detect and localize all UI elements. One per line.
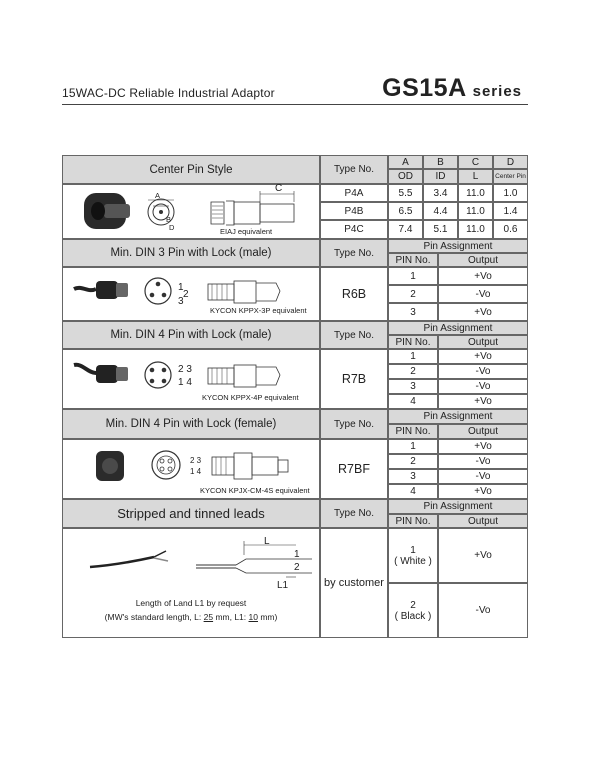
- header-rule: [62, 104, 528, 105]
- din4f-out-3: -Vo: [438, 469, 528, 484]
- section-title-din3: Min. DIN 3 Pin with Lock (male): [62, 239, 320, 267]
- din3-assign-header: Pin Assignment: [388, 239, 528, 253]
- type-p4a: P4A: [320, 184, 388, 202]
- din4m-caption: KYCON KPPX-4P equivalent: [202, 393, 299, 402]
- col-name-center-pin: Center Pin: [493, 169, 528, 184]
- din4f-caption: KYCON KPJX-CM-4S equivalent: [200, 486, 310, 495]
- leads-type-header: Type No.: [320, 499, 388, 528]
- din4f-pin-header: PIN No.: [388, 424, 438, 439]
- din4m-out-4: +Vo: [438, 394, 528, 409]
- leads-output-header: Output: [438, 514, 528, 528]
- din3-diag-1: 1: [178, 282, 184, 293]
- eiaj-caption: EIAJ equivalent: [220, 227, 273, 236]
- din4f-out-2: -Vo: [438, 454, 528, 469]
- din3-cable-photo: [74, 288, 96, 290]
- model-name: GS15A: [382, 74, 467, 102]
- din3-drawing: [72, 271, 312, 311]
- leads-pin-header: PIN No.: [388, 514, 438, 528]
- section-title-din4-male: Min. DIN 4 Pin with Lock (male): [62, 321, 320, 349]
- leads-label-1: 1: [294, 549, 300, 560]
- din4m-output-header: Output: [438, 335, 528, 349]
- p4a-l: 11.0: [458, 184, 493, 202]
- din3-type: R6B: [320, 267, 388, 321]
- din4f-pin-2: 2: [388, 454, 438, 469]
- p4b-od: 6.5: [388, 202, 423, 220]
- col-letter-d: D: [493, 155, 528, 169]
- plug-side-view: [211, 202, 224, 224]
- din4m-cable-photo: [74, 365, 96, 373]
- din4m-pin-1: 1: [388, 349, 438, 364]
- section-title-center-pin: Center Pin Style: [62, 155, 320, 184]
- din3-diag-2: 2: [183, 289, 189, 300]
- leads-pin-2: 2 ( Black ): [388, 583, 438, 638]
- din4m-diag-top: 2 3: [178, 364, 192, 375]
- din4m-front-view: [145, 362, 171, 388]
- din3-out-3: +Vo: [438, 303, 528, 321]
- p4b-l: 11.0: [458, 202, 493, 220]
- p4c-od: 7.4: [388, 220, 423, 239]
- p4c-id: 5.1: [423, 220, 458, 239]
- model-title: [382, 74, 522, 103]
- din3-caption: KYCON KPPX-3P equivalent: [210, 306, 307, 315]
- din4f-pin-4: 4: [388, 484, 438, 499]
- din4m-assign-header: Pin Assignment: [388, 321, 528, 335]
- leads-assign-header: Pin Assignment: [388, 499, 528, 514]
- leads-note-2: (MW's standard length, L: 25 mm, L1: 10 mm): [104, 612, 278, 622]
- din4f-diag-top: 2 3: [190, 456, 202, 465]
- din3-diag-3: 3: [178, 296, 184, 307]
- din3-pin-1: 1: [388, 267, 438, 285]
- din4f-out-1: +Vo: [438, 439, 528, 454]
- din4m-out-2: -Vo: [438, 364, 528, 379]
- din4m-pin-header: PIN No.: [388, 335, 438, 349]
- col-letter-a: A: [388, 155, 423, 169]
- col-name-l: L: [458, 169, 493, 184]
- leads-note-1: Length of Land L1 by request: [135, 598, 247, 608]
- din4m-pin-3: 3: [388, 379, 438, 394]
- din3-type-header: Type No.: [320, 239, 388, 267]
- leads-label-l: L: [264, 536, 270, 547]
- din3-pin-2: 2: [388, 285, 438, 303]
- label-d: D: [169, 223, 175, 232]
- leads-label-l1: L1: [277, 580, 289, 591]
- leads-out-2: -Vo: [438, 583, 528, 638]
- din4f-pin-3: 3: [388, 469, 438, 484]
- type-p4c: P4C: [320, 220, 388, 239]
- section-title-din4-female: Min. DIN 4 Pin with Lock (female): [62, 409, 320, 439]
- p4c-pin: 0.6: [493, 220, 528, 239]
- din4m-pin-4: 4: [388, 394, 438, 409]
- din4f-type: R7BF: [320, 439, 388, 499]
- din3-pin-header: PIN No.: [388, 253, 438, 267]
- din4m-out-3: -Vo: [438, 379, 528, 394]
- din4m-pin-2: 2: [388, 364, 438, 379]
- din4m-out-1: +Vo: [438, 349, 528, 364]
- series-label: series: [472, 83, 522, 100]
- din4f-output-header: Output: [438, 424, 528, 439]
- din4m-diag-bottom: 1 4: [178, 377, 192, 388]
- p4a-id: 3.4: [423, 184, 458, 202]
- p4c-l: 11.0: [458, 220, 493, 239]
- din4f-front-view: [152, 451, 180, 479]
- leads-pin-1: 1 ( White ): [388, 528, 438, 583]
- din4f-type-header: Type No.: [320, 409, 388, 439]
- din3-out-1: +Vo: [438, 267, 528, 285]
- din4m-type-header: Type No.: [320, 321, 388, 349]
- p4b-pin: 1.4: [493, 202, 528, 220]
- din4f-pin-1: 1: [388, 439, 438, 454]
- leads-cable-photo: [90, 557, 154, 567]
- din4f-diag-bottom: 1 4: [190, 467, 202, 476]
- p4a-od: 5.5: [388, 184, 423, 202]
- din4m-type: R7B: [320, 349, 388, 409]
- din4f-out-4: +Vo: [438, 484, 528, 499]
- label-b: B: [166, 215, 172, 224]
- product-description: 15WAC-DC Reliable Industrial Adaptor: [62, 86, 275, 100]
- section-title-leads: Stripped and tinned leads: [62, 499, 320, 528]
- din4f-side-view: [212, 457, 234, 475]
- p4b-id: 4.4: [423, 202, 458, 220]
- connector-table: [62, 155, 528, 638]
- leads-out-1: +Vo: [438, 528, 528, 583]
- din4m-drawing: [72, 355, 312, 395]
- din3-pin-3: 3: [388, 303, 438, 321]
- p4a-pin: 1.0: [493, 184, 528, 202]
- type-header: Type No.: [320, 155, 388, 184]
- label-a: A: [155, 191, 161, 200]
- type-p4b: P4B: [320, 202, 388, 220]
- din4f-assign-header: Pin Assignment: [388, 409, 528, 424]
- col-letter-c: C: [458, 155, 493, 169]
- din3-out-2: -Vo: [438, 285, 528, 303]
- leads-label-2: 2: [294, 562, 300, 573]
- label-c: C: [275, 183, 283, 194]
- col-letter-b: B: [423, 155, 458, 169]
- leads-type: by customer: [320, 528, 388, 638]
- din3-output-header: Output: [438, 253, 528, 267]
- col-name-od: OD: [388, 169, 423, 184]
- col-name-id: ID: [423, 169, 458, 184]
